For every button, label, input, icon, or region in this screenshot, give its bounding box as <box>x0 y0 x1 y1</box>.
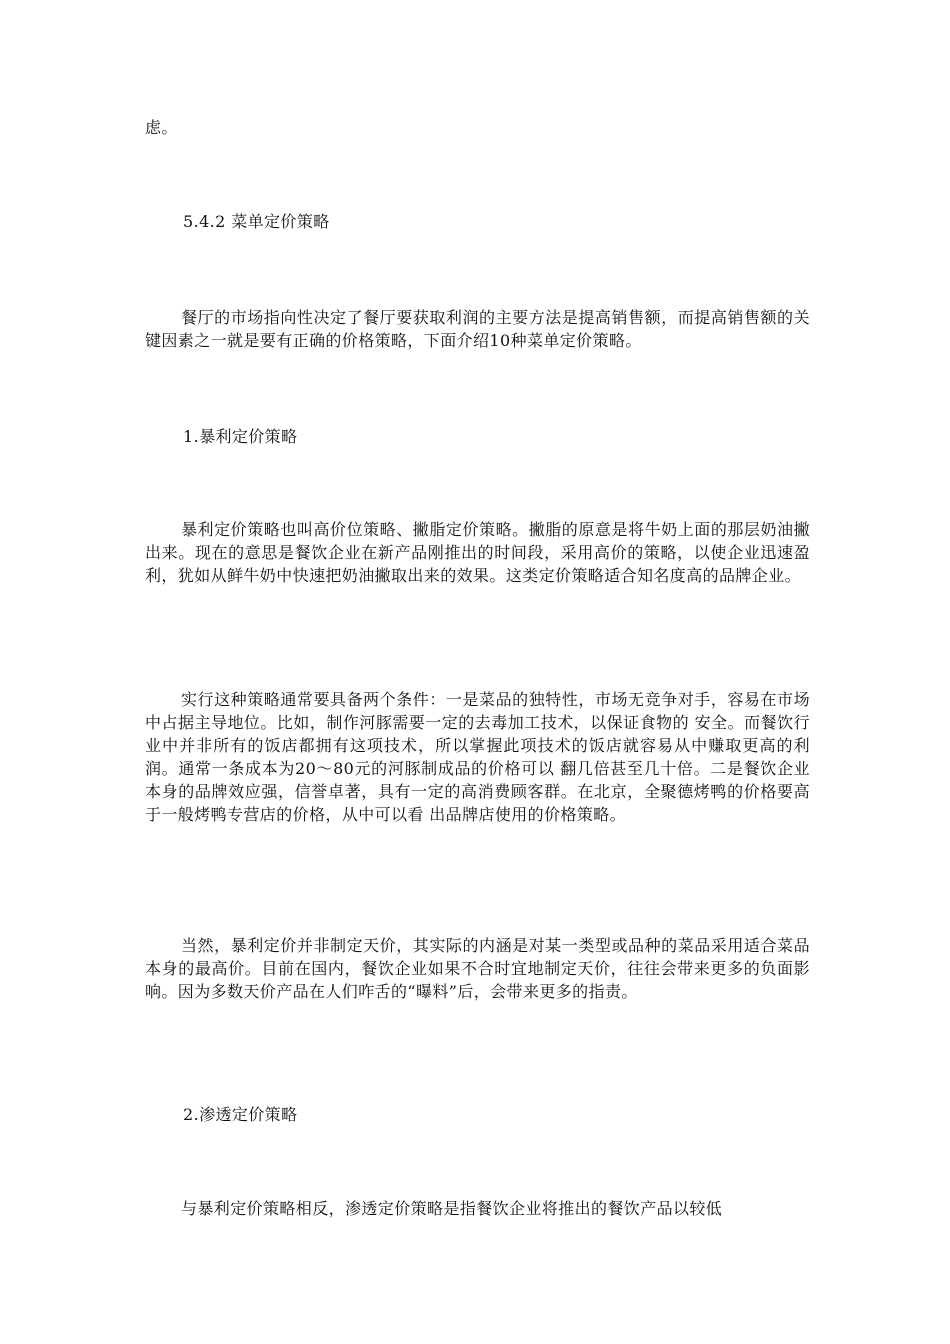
intro-paragraph: 餐厅的市场指向性决定了餐厅要获取利润的主要方法是提高销售额，而提高销售额的关键因素之一就是要有正确的价格策略，下面介绍10种菜单定价策略。 <box>145 308 810 350</box>
section-heading: 5.4.2 菜单定价策略 <box>183 212 330 231</box>
strategy-1-heading: 1.暴利定价策略 <box>183 427 298 446</box>
strategy-2-paragraph-1: 与暴利定价策略相反，渗透定价策略是指餐饮企业将推出的餐饮产品以较低 <box>181 1199 723 1218</box>
strategy-1-paragraph-2: 实行这种策略通常要具备两个条件：一是菜品的独特性，市场无竞争对手，容易在市场中占据主导地位。比如，制作河豚需要一定的去毒加工技术，以保证食物的 安全。而餐饮行业中并非所有的饭店都拥有这项技术，所以掌握此项技术的饭店就容易从中赚取更高的利润。通常一条成本为20～80元的河豚制成品的价格可以 翻几倍甚至几十倍。二是餐饮企业本身的品牌效应强，信誉卓著，具有一定的高消费顾客群。在北京，全聚德烤鸭的价格要高于一般烤鸭专营店的价格，从中可以看 出品牌店使用的价格策略。 <box>145 690 810 824</box>
strategy-1-paragraph-3: 当然，暴利定价并非制定天价，其实际的内涵是对某一类型或品种的菜品采用适合菜品本身的最高价。目前在国内，餐饮企业如果不合时宜地制定天价，往往会带来更多的负面影响。因为多数天价产品在人们咋舌的“曝料”后，会带来更多的指责。 <box>145 936 810 1001</box>
continuation-text: 虑。 <box>145 118 178 137</box>
strategy-2-heading: 2.渗透定价策略 <box>183 1105 298 1124</box>
strategy-1-paragraph-1: 暴利定价策略也叫高价位策略、撇脂定价策略。撇脂的原意是将牛奶上面的那层奶油撇出来。现在的意思是餐饮企业在新产品刚推出的时间段，采用高价的策略，以使企业迅速盈利，犹如从鲜牛奶中快速把奶油撇取出来的效果。这类定价策略适合知名度高的品牌企业。 <box>145 520 810 585</box>
